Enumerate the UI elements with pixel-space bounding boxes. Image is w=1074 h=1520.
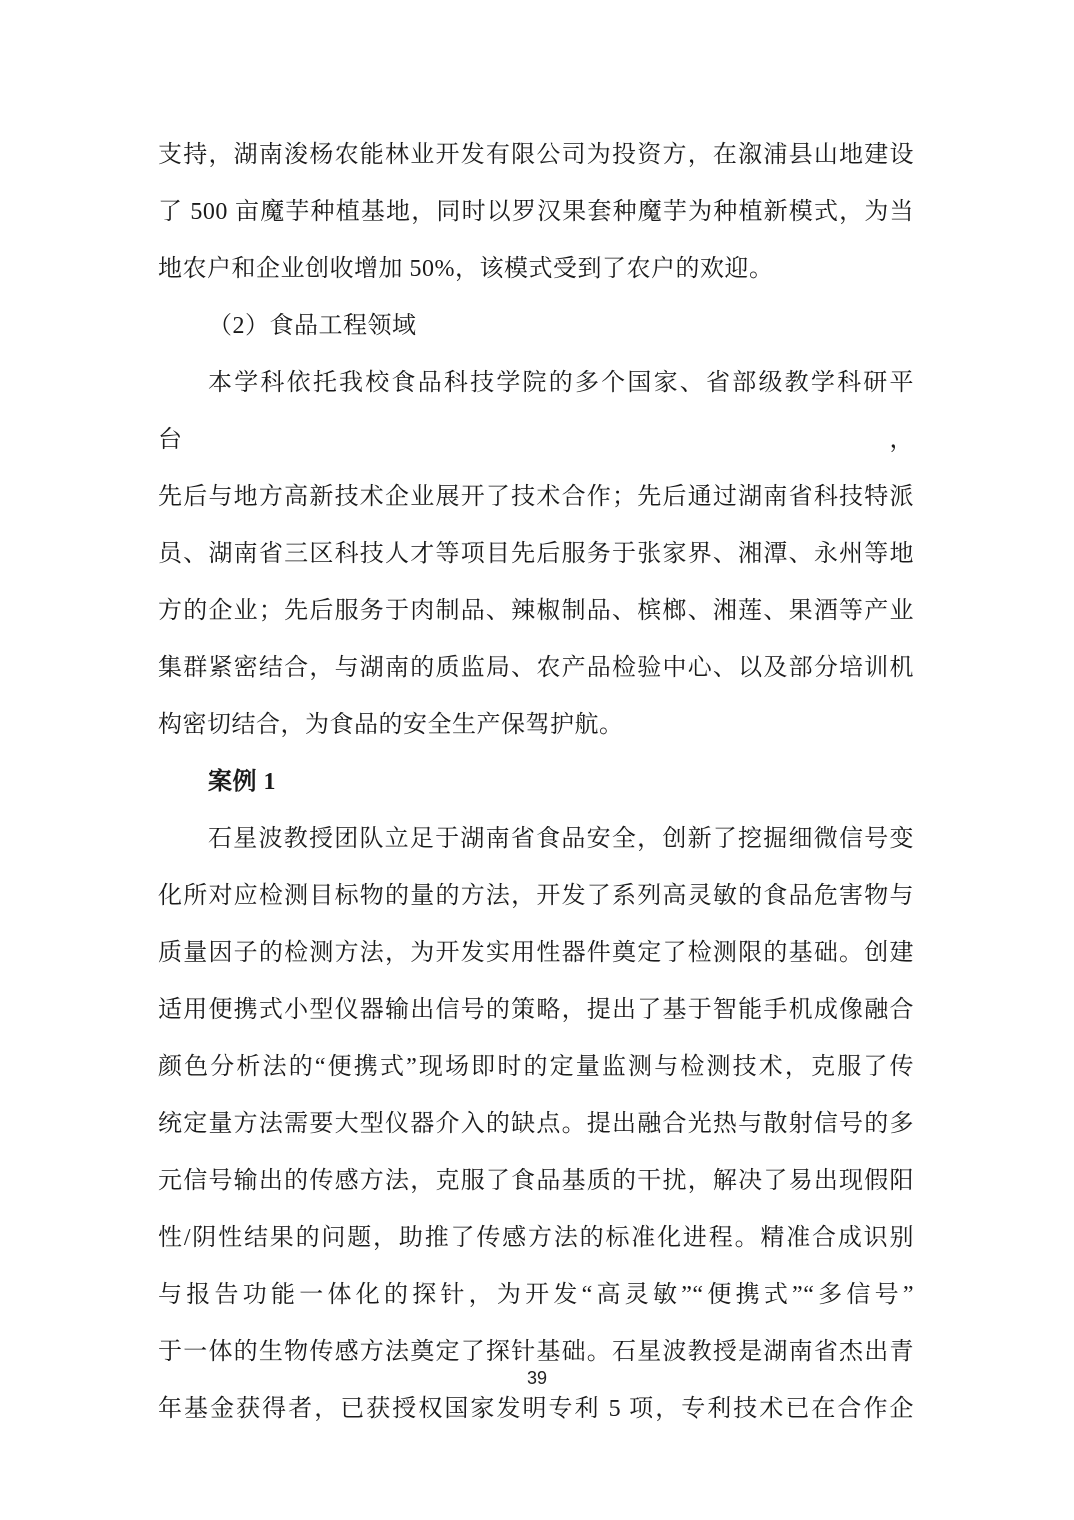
paragraph-case-1: 质量因子的检测方法，为开发实用性器件奠定了检测限的基础。创建 [158,940,914,966]
paragraph-food-engineering: 集群紧密结合，与湖南的质监局、农产品检验中心、以及部分培训机 [158,655,914,681]
paragraph-continuation: 了 500 亩魔芋种植基地，同时以罗汉果套种魔芋为种植新模式，为当 [158,199,914,225]
paragraph-case-1: 年基金获得者，已获授权国家发明专利 5 项，专利技术已在合作企 [158,1396,914,1422]
paragraph-food-engineering: 本学科依托我校食品科技学院的多个国家、省部级教学科研平台， [158,370,914,453]
paragraph-case-1: 颜色分析法的“便携式”现场即时的定量监测与检测技术，克服了传 [158,1054,914,1080]
paragraph-food-engineering: 员、湖南省三区科技人才等项目先后服务于张家界、湘潭、永州等地 [158,541,914,567]
paragraph-food-engineering: 构密切结合，为食品的安全生产保驾护航。 [158,712,624,738]
paragraph-case-1: 性/阴性结果的问题，助推了传感方法的标准化进程。精准合成识别 [158,1225,914,1251]
document-body [158,127,914,1438]
paragraph-food-engineering: 方的企业；先后服务于肉制品、辣椒制品、槟榔、湘莲、果酒等产业 [158,598,914,624]
paragraph-case-1: 统定量方法需要大型仪器介入的缺点。提出融合光热与散射信号的多 [158,1111,914,1137]
paragraph-case-1: 与报告功能一体化的探针，为开发“高灵敏”“便携式”“多信号” [158,1282,914,1308]
paragraph-case-1: 适用便携式小型仪器输出信号的策略，提出了基于智能手机成像融合 [158,997,914,1023]
paragraph-case-1: 于一体的生物传感方法奠定了探针基础。石星波教授是湖南省杰出青 [158,1339,914,1365]
paragraph-case-1: 元信号输出的传感方法，克服了食品基质的干扰，解决了易出现假阳 [158,1168,914,1194]
page-number: 39 [526,1368,548,1388]
paragraph-food-engineering: 先后与地方高新技术企业展开了技术合作；先后通过湖南省科技特派 [158,484,914,510]
heading-case-1: 案例 1 [208,769,276,795]
heading-food-engineering: （2）食品工程领域 [208,313,417,339]
paragraph-continuation: 支持，湖南浚杨农能林业开发有限公司为投资方，在溆浦县山地建设 [158,142,914,168]
paragraph-case-1: 石星波教授团队立足于湖南省食品安全，创新了挖掘细微信号变 [208,826,914,852]
paragraph-case-1: 化所对应检测目标物的量的方法，开发了系列高灵敏的食品危害物与 [158,883,914,909]
paragraph-continuation: 地农户和企业创收增加 50%，该模式受到了农户的欢迎。 [158,256,774,282]
